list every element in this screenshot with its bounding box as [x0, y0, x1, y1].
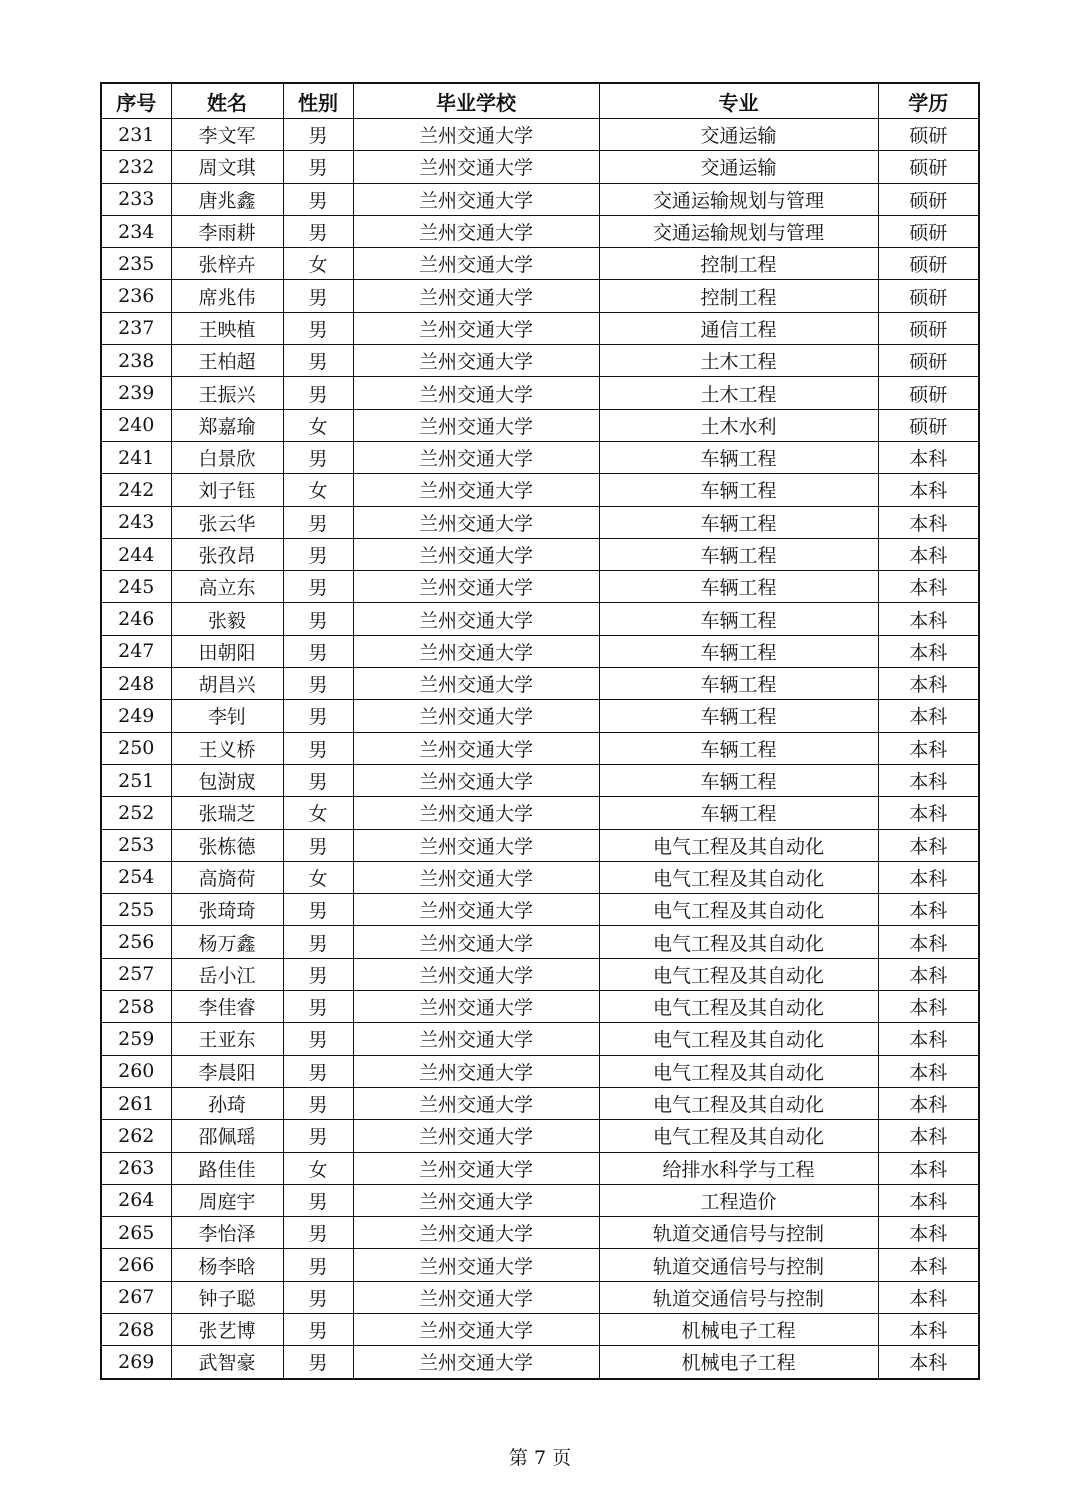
cell-index: 235	[101, 248, 171, 280]
cell-name: 张孜昂	[171, 538, 283, 570]
cell-gender: 男	[283, 1184, 353, 1216]
cell-index: 233	[101, 183, 171, 215]
cell-gender: 男	[283, 894, 353, 926]
table-row	[101, 958, 979, 990]
cell-index: 241	[101, 441, 171, 473]
cell-gender: 男	[283, 1120, 353, 1152]
cell-name: 王振兴	[171, 377, 283, 409]
cell-gender: 男	[283, 1281, 353, 1313]
table-row	[101, 506, 979, 538]
cell-school: 兰州交通大学	[353, 409, 599, 441]
cell-school: 兰州交通大学	[353, 1249, 599, 1281]
cell-index: 239	[101, 377, 171, 409]
cell-gender: 女	[283, 409, 353, 441]
cell-school: 兰州交通大学	[353, 732, 599, 764]
table-row	[101, 829, 979, 861]
table-row	[101, 1249, 979, 1281]
cell-index: 248	[101, 668, 171, 700]
cell-gender: 男	[283, 183, 353, 215]
cell-degree: 本科	[878, 700, 979, 732]
cell-name: 周文琪	[171, 151, 283, 183]
cell-degree: 本科	[878, 991, 979, 1023]
cell-index: 238	[101, 345, 171, 377]
cell-gender: 男	[283, 506, 353, 538]
cell-major: 车辆工程	[599, 441, 878, 473]
table-row	[101, 1055, 979, 1087]
cell-name: 唐兆鑫	[171, 183, 283, 215]
cell-degree: 硕研	[878, 119, 979, 151]
cell-major: 电气工程及其自动化	[599, 1055, 878, 1087]
cell-school: 兰州交通大学	[353, 829, 599, 861]
cell-index: 265	[101, 1217, 171, 1249]
cell-major: 车辆工程	[599, 538, 878, 570]
cell-name: 邵佩瑶	[171, 1120, 283, 1152]
cell-gender: 女	[283, 248, 353, 280]
cell-major: 给排水科学与工程	[599, 1152, 878, 1184]
table-row	[101, 1346, 979, 1379]
table-row	[101, 248, 979, 280]
cell-name: 岳小江	[171, 958, 283, 990]
cell-school: 兰州交通大学	[353, 991, 599, 1023]
cell-name: 包澍宬	[171, 764, 283, 796]
cell-gender: 男	[283, 1346, 353, 1379]
cell-name: 李佳睿	[171, 991, 283, 1023]
cell-school: 兰州交通大学	[353, 764, 599, 796]
table-row	[101, 183, 979, 215]
cell-major: 电气工程及其自动化	[599, 894, 878, 926]
cell-degree: 硕研	[878, 183, 979, 215]
cell-school: 兰州交通大学	[353, 603, 599, 635]
cell-major: 车辆工程	[599, 797, 878, 829]
cell-gender: 男	[283, 700, 353, 732]
cell-major: 轨道交通信号与控制	[599, 1281, 878, 1313]
cell-degree: 本科	[878, 1281, 979, 1313]
cell-school: 兰州交通大学	[353, 926, 599, 958]
cell-name: 张毅	[171, 603, 283, 635]
cell-index: 262	[101, 1120, 171, 1152]
cell-name: 王亚东	[171, 1023, 283, 1055]
cell-major: 电气工程及其自动化	[599, 926, 878, 958]
cell-degree: 本科	[878, 1184, 979, 1216]
cell-school: 兰州交通大学	[353, 345, 599, 377]
cell-gender: 男	[283, 280, 353, 312]
cell-index: 237	[101, 312, 171, 344]
table-row	[101, 926, 979, 958]
cell-degree: 本科	[878, 829, 979, 861]
cell-name: 周庭宇	[171, 1184, 283, 1216]
cell-index: 247	[101, 635, 171, 667]
cell-gender: 男	[283, 441, 353, 473]
table-row	[101, 441, 979, 473]
cell-school: 兰州交通大学	[353, 1346, 599, 1379]
table-row	[101, 603, 979, 635]
cell-school: 兰州交通大学	[353, 635, 599, 667]
cell-major: 电气工程及其自动化	[599, 1120, 878, 1152]
col-header-major: 专业	[599, 83, 878, 119]
cell-school: 兰州交通大学	[353, 668, 599, 700]
cell-major: 交通运输	[599, 151, 878, 183]
header-row	[101, 83, 979, 119]
cell-major: 交通运输	[599, 119, 878, 151]
cell-index: 250	[101, 732, 171, 764]
cell-degree: 本科	[878, 603, 979, 635]
cell-school: 兰州交通大学	[353, 506, 599, 538]
cell-name: 李文军	[171, 119, 283, 151]
table-row	[101, 409, 979, 441]
cell-school: 兰州交通大学	[353, 312, 599, 344]
cell-gender: 男	[283, 377, 353, 409]
table-row	[101, 764, 979, 796]
cell-name: 高立东	[171, 571, 283, 603]
cell-gender: 男	[283, 215, 353, 247]
cell-degree: 本科	[878, 571, 979, 603]
cell-name: 白景欣	[171, 441, 283, 473]
cell-major: 控制工程	[599, 280, 878, 312]
cell-index: 258	[101, 991, 171, 1023]
table-row	[101, 700, 979, 732]
table-row	[101, 1152, 979, 1184]
cell-index: 245	[101, 571, 171, 603]
cell-index: 259	[101, 1023, 171, 1055]
cell-index: 263	[101, 1152, 171, 1184]
cell-school: 兰州交通大学	[353, 1313, 599, 1345]
table-header	[101, 83, 979, 119]
roster-table	[100, 82, 980, 1380]
cell-degree: 硕研	[878, 248, 979, 280]
cell-school: 兰州交通大学	[353, 1023, 599, 1055]
cell-name: 胡昌兴	[171, 668, 283, 700]
cell-school: 兰州交通大学	[353, 1055, 599, 1087]
cell-index: 260	[101, 1055, 171, 1087]
cell-name: 李怡泽	[171, 1217, 283, 1249]
cell-name: 郑嘉瑜	[171, 409, 283, 441]
table-row	[101, 991, 979, 1023]
cell-school: 兰州交通大学	[353, 280, 599, 312]
cell-degree: 硕研	[878, 377, 979, 409]
cell-school: 兰州交通大学	[353, 377, 599, 409]
cell-index: 254	[101, 861, 171, 893]
table-row	[101, 377, 979, 409]
cell-degree: 硕研	[878, 345, 979, 377]
cell-gender: 男	[283, 958, 353, 990]
cell-school: 兰州交通大学	[353, 151, 599, 183]
cell-index: 252	[101, 797, 171, 829]
cell-degree: 本科	[878, 635, 979, 667]
cell-major: 机械电子工程	[599, 1313, 878, 1345]
cell-major: 电气工程及其自动化	[599, 991, 878, 1023]
cell-index: 255	[101, 894, 171, 926]
table-row	[101, 732, 979, 764]
table-row	[101, 668, 979, 700]
cell-degree: 本科	[878, 1313, 979, 1345]
cell-gender: 女	[283, 861, 353, 893]
cell-name: 武智豪	[171, 1346, 283, 1379]
cell-index: 257	[101, 958, 171, 990]
cell-name: 田朝阳	[171, 635, 283, 667]
cell-name: 席兆伟	[171, 280, 283, 312]
cell-degree: 本科	[878, 958, 979, 990]
col-header-degree: 学历	[878, 83, 979, 119]
cell-school: 兰州交通大学	[353, 1217, 599, 1249]
cell-major: 工程造价	[599, 1184, 878, 1216]
cell-name: 张栋德	[171, 829, 283, 861]
cell-degree: 本科	[878, 1087, 979, 1119]
table-row	[101, 1087, 979, 1119]
table-row	[101, 861, 979, 893]
cell-major: 车辆工程	[599, 603, 878, 635]
table-row	[101, 894, 979, 926]
cell-degree: 本科	[878, 926, 979, 958]
table-row	[101, 1281, 979, 1313]
cell-degree: 本科	[878, 1023, 979, 1055]
cell-school: 兰州交通大学	[353, 538, 599, 570]
cell-school: 兰州交通大学	[353, 571, 599, 603]
cell-index: 240	[101, 409, 171, 441]
cell-major: 交通运输规划与管理	[599, 215, 878, 247]
cell-name: 杨李晗	[171, 1249, 283, 1281]
table-row	[101, 1120, 979, 1152]
table-row	[101, 1184, 979, 1216]
cell-degree: 本科	[878, 1217, 979, 1249]
cell-gender: 男	[283, 1249, 353, 1281]
cell-school: 兰州交通大学	[353, 1184, 599, 1216]
cell-gender: 女	[283, 797, 353, 829]
table-row	[101, 345, 979, 377]
cell-gender: 男	[283, 119, 353, 151]
cell-name: 刘子钰	[171, 474, 283, 506]
cell-name: 张梓卉	[171, 248, 283, 280]
cell-gender: 男	[283, 312, 353, 344]
cell-index: 251	[101, 764, 171, 796]
cell-name: 李晨阳	[171, 1055, 283, 1087]
cell-degree: 本科	[878, 894, 979, 926]
cell-school: 兰州交通大学	[353, 474, 599, 506]
cell-degree: 本科	[878, 474, 979, 506]
cell-index: 267	[101, 1281, 171, 1313]
cell-degree: 硕研	[878, 312, 979, 344]
cell-major: 车辆工程	[599, 700, 878, 732]
col-header-gender: 性别	[283, 83, 353, 119]
cell-degree: 硕研	[878, 151, 979, 183]
cell-major: 土木工程	[599, 345, 878, 377]
table-row	[101, 474, 979, 506]
cell-major: 电气工程及其自动化	[599, 861, 878, 893]
cell-name: 王柏超	[171, 345, 283, 377]
cell-degree: 本科	[878, 1346, 979, 1379]
cell-index: 269	[101, 1346, 171, 1379]
cell-major: 土木水利	[599, 409, 878, 441]
cell-major: 车辆工程	[599, 732, 878, 764]
cell-name: 张瑞芝	[171, 797, 283, 829]
cell-major: 机械电子工程	[599, 1346, 878, 1379]
cell-gender: 男	[283, 603, 353, 635]
cell-school: 兰州交通大学	[353, 441, 599, 473]
table-row	[101, 571, 979, 603]
table-row	[101, 1217, 979, 1249]
cell-major: 电气工程及其自动化	[599, 829, 878, 861]
cell-name: 张艺博	[171, 1313, 283, 1345]
cell-school: 兰州交通大学	[353, 1281, 599, 1313]
cell-school: 兰州交通大学	[353, 797, 599, 829]
cell-school: 兰州交通大学	[353, 215, 599, 247]
cell-gender: 男	[283, 345, 353, 377]
cell-school: 兰州交通大学	[353, 1087, 599, 1119]
cell-major: 控制工程	[599, 248, 878, 280]
cell-name: 李雨耕	[171, 215, 283, 247]
cell-index: 261	[101, 1087, 171, 1119]
cell-index: 249	[101, 700, 171, 732]
cell-index: 232	[101, 151, 171, 183]
cell-school: 兰州交通大学	[353, 248, 599, 280]
cell-degree: 本科	[878, 1152, 979, 1184]
cell-degree: 硕研	[878, 215, 979, 247]
cell-gender: 男	[283, 1087, 353, 1119]
cell-gender: 男	[283, 1023, 353, 1055]
cell-name: 高旖荷	[171, 861, 283, 893]
cell-school: 兰州交通大学	[353, 119, 599, 151]
cell-degree: 本科	[878, 668, 979, 700]
cell-index: 256	[101, 926, 171, 958]
cell-gender: 男	[283, 991, 353, 1023]
cell-gender: 女	[283, 1152, 353, 1184]
cell-school: 兰州交通大学	[353, 1152, 599, 1184]
cell-name: 王映植	[171, 312, 283, 344]
table-row	[101, 1023, 979, 1055]
cell-major: 交通运输规划与管理	[599, 183, 878, 215]
cell-degree: 硕研	[878, 280, 979, 312]
cell-major: 土木工程	[599, 377, 878, 409]
cell-name: 钟子聪	[171, 1281, 283, 1313]
table-row	[101, 280, 979, 312]
cell-index: 268	[101, 1313, 171, 1345]
cell-name: 杨万鑫	[171, 926, 283, 958]
cell-name: 李钊	[171, 700, 283, 732]
cell-gender: 男	[283, 829, 353, 861]
table-row	[101, 635, 979, 667]
cell-degree: 本科	[878, 797, 979, 829]
cell-degree: 本科	[878, 764, 979, 796]
page-number: 第 7 页	[508, 1447, 572, 1469]
cell-school: 兰州交通大学	[353, 183, 599, 215]
cell-major: 车辆工程	[599, 764, 878, 796]
table-row	[101, 119, 979, 151]
cell-major: 通信工程	[599, 312, 878, 344]
cell-index: 253	[101, 829, 171, 861]
cell-index: 243	[101, 506, 171, 538]
cell-degree: 本科	[878, 1120, 979, 1152]
cell-gender: 男	[283, 668, 353, 700]
cell-gender: 男	[283, 1217, 353, 1249]
cell-gender: 男	[283, 151, 353, 183]
cell-index: 234	[101, 215, 171, 247]
cell-school: 兰州交通大学	[353, 894, 599, 926]
cell-major: 车辆工程	[599, 668, 878, 700]
cell-index: 266	[101, 1249, 171, 1281]
cell-school: 兰州交通大学	[353, 861, 599, 893]
cell-degree: 本科	[878, 441, 979, 473]
cell-index: 264	[101, 1184, 171, 1216]
cell-degree: 硕研	[878, 409, 979, 441]
col-header-name: 姓名	[171, 83, 283, 119]
table-row	[101, 1313, 979, 1345]
cell-school: 兰州交通大学	[353, 958, 599, 990]
cell-index: 236	[101, 280, 171, 312]
cell-degree: 本科	[878, 506, 979, 538]
col-header-index: 序号	[101, 83, 171, 119]
cell-gender: 男	[283, 538, 353, 570]
cell-major: 车辆工程	[599, 571, 878, 603]
cell-gender: 女	[283, 474, 353, 506]
cell-degree: 本科	[878, 1249, 979, 1281]
cell-major: 轨道交通信号与控制	[599, 1249, 878, 1281]
table-row	[101, 312, 979, 344]
cell-school: 兰州交通大学	[353, 700, 599, 732]
cell-gender: 男	[283, 764, 353, 796]
table-row	[101, 151, 979, 183]
cell-degree: 本科	[878, 538, 979, 570]
cell-major: 轨道交通信号与控制	[599, 1217, 878, 1249]
cell-name: 路佳佳	[171, 1152, 283, 1184]
cell-index: 231	[101, 119, 171, 151]
cell-degree: 本科	[878, 861, 979, 893]
cell-degree: 本科	[878, 732, 979, 764]
cell-gender: 男	[283, 635, 353, 667]
cell-index: 242	[101, 474, 171, 506]
table-body	[101, 119, 979, 1379]
cell-gender: 男	[283, 732, 353, 764]
cell-index: 244	[101, 538, 171, 570]
cell-major: 车辆工程	[599, 474, 878, 506]
cell-gender: 男	[283, 571, 353, 603]
cell-major: 电气工程及其自动化	[599, 1087, 878, 1119]
cell-school: 兰州交通大学	[353, 1120, 599, 1152]
cell-name: 张云华	[171, 506, 283, 538]
cell-major: 电气工程及其自动化	[599, 1023, 878, 1055]
cell-major: 电气工程及其自动化	[599, 958, 878, 990]
cell-major: 车辆工程	[599, 635, 878, 667]
cell-major: 车辆工程	[599, 506, 878, 538]
col-header-school: 毕业学校	[353, 83, 599, 119]
table-row	[101, 215, 979, 247]
cell-name: 孙琦	[171, 1087, 283, 1119]
cell-degree: 本科	[878, 1055, 979, 1087]
cell-index: 246	[101, 603, 171, 635]
table-row	[101, 797, 979, 829]
table-row	[101, 538, 979, 570]
cell-name: 张琦琦	[171, 894, 283, 926]
cell-gender: 男	[283, 926, 353, 958]
cell-gender: 男	[283, 1055, 353, 1087]
cell-name: 王义桥	[171, 732, 283, 764]
cell-gender: 男	[283, 1313, 353, 1345]
